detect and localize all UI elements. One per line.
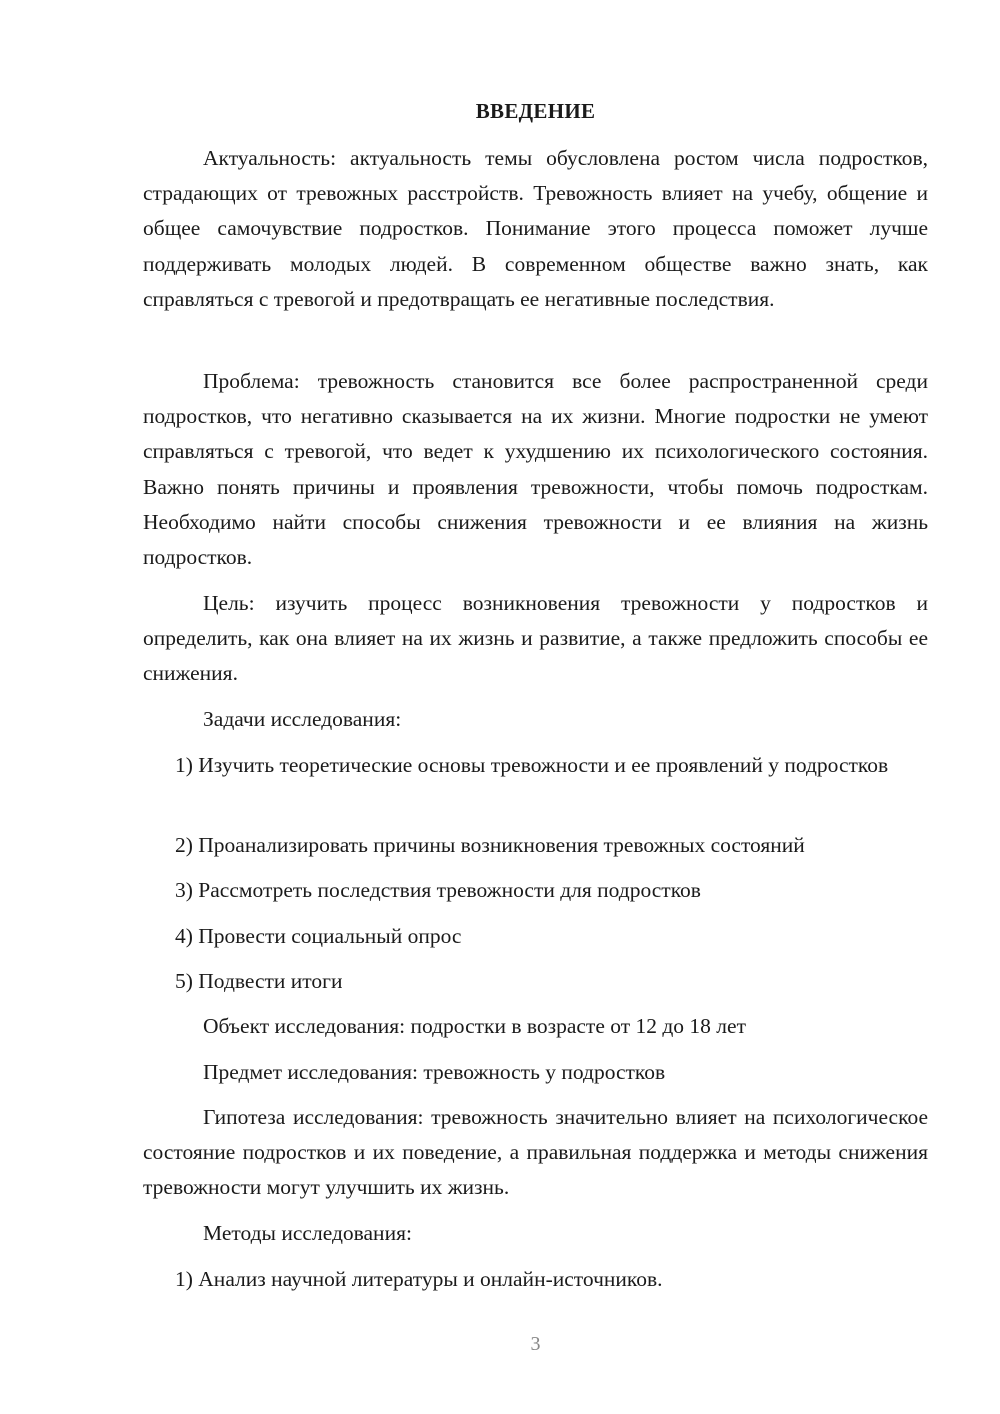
- paragraph-subject: Предмет исследования: тревожность у подростков: [203, 1060, 666, 1084]
- paragraph-hypothesis: Гипотеза исследования: тревожность значительно влияет на психологическое состояние подростков и их поведение, а правильная поддержка и методы снижения тревожности могут улучшить их жизнь.: [143, 1105, 928, 1200]
- paragraph-object: Объект исследования: подростки в возрасте от 12 до 18 лет: [203, 1014, 746, 1038]
- task-item: 4) Провести социальный опрос: [175, 924, 462, 948]
- task-item: 5) Подвести итоги: [175, 969, 343, 993]
- methods-heading: Методы исследования:: [203, 1221, 412, 1245]
- paragraph-problem: Проблема: тревожность становится все более распространенной среди подростков, что негативно сказывается на их жизни. Многие подростки не умеют справляться с тревогой, что ведет к ухудшению их психологического состояния. Важно понять причины и проявления тревожности, чтобы помочь подросткам. Необходимо найти способы снижения тревожности и ее влияния на жизнь подростков.: [143, 369, 928, 570]
- paragraph-goal: Цель: изучить процесс возникновения тревожности у подростков и определить, как она влияет на их жизнь и развитие, а также предложить способы ее снижения.: [143, 591, 928, 686]
- page-number: 3: [530, 1333, 541, 1355]
- task-item: 3) Рассмотреть последствия тревожности для подростков: [175, 878, 701, 902]
- tasks-heading: Задачи исследования:: [203, 707, 402, 731]
- task-item: 1) Изучить теоретические основы тревожности и ее проявлений у подростков: [175, 753, 889, 777]
- paragraph-relevance: Актуальность: актуальность темы обусловлена ростом числа подростков, страдающих от тревожных расстройств. Тревожность влияет на учебу, общение и общее самочувствие подростков. Понимание этого процесса поможет лучше поддерживать молодых людей. В современном обществе важно знать, как справляться с тревогой и предотвращать ее негативные последствия.: [143, 146, 928, 311]
- method-item: 1) Анализ научной литературы и онлайн-источников.: [175, 1267, 663, 1291]
- task-item: 2) Проанализировать причины возникновения тревожных состояний: [175, 833, 805, 857]
- section-title: ВВЕДЕНИЕ: [475, 99, 596, 123]
